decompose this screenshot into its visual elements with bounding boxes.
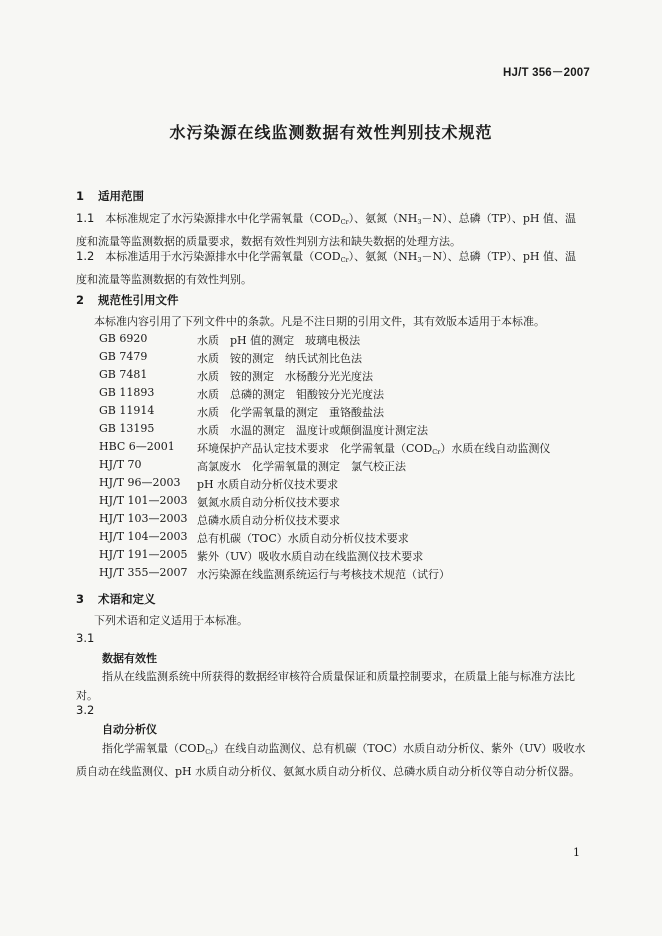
section-1-heading xyxy=(76,188,144,204)
reference-code: HJ/T 355—2007 xyxy=(99,566,188,579)
document-code: HJ/T 356－2007 xyxy=(503,67,590,79)
page-number: 1 xyxy=(573,846,580,859)
clause-text: 本标准适用于水污染源排水中化学需氧量（COD xyxy=(105,250,341,263)
reference-title: 高氯废水 化学需氧量的测定 氯气校正法 xyxy=(197,460,406,473)
reference-code: HJ/T 96—2003 xyxy=(99,476,181,489)
reference-title: pH 水质自动分析仪技术要求 xyxy=(197,478,339,491)
clause-number: 1.2 xyxy=(76,249,95,263)
reference-title: 氨氮水质自动分析仪技术要求 xyxy=(197,496,340,509)
terms-intro: 下列术语和定义适用于本标准。 xyxy=(94,614,248,627)
reference-title-part: 环境保护产品认定技术要求 化学需氧量（COD xyxy=(197,442,433,455)
subscript: Cr xyxy=(340,256,349,264)
subscript: Cr xyxy=(340,218,349,226)
reference-title: 水质 总磷的测定 钼酸铵分光光度法 xyxy=(197,388,384,401)
reference-code: HJ/T 104—2003 xyxy=(99,530,188,543)
section-number: 2 xyxy=(76,293,85,307)
section-number: 3 xyxy=(76,592,85,606)
reference-code: HJ/T 191—2005 xyxy=(99,548,188,561)
reference-code: HJ/T 103—2003 xyxy=(99,512,188,525)
reference-title: 水质 水温的测定 温度计或颠倒温度计测定法 xyxy=(197,424,428,437)
section-heading-text: 术语和定义 xyxy=(98,592,156,606)
clause-1-2 xyxy=(76,247,586,289)
document-title: 水污染源在线监测数据有效性判别技术规范 xyxy=(169,123,493,142)
reference-code: GB 11893 xyxy=(99,386,155,399)
subscript: 3 xyxy=(417,218,422,226)
clause-number: 3.2 xyxy=(76,703,95,717)
reference-title: 总磷水质自动分析仪技术要求 xyxy=(197,514,340,527)
section-heading-text: 适用范围 xyxy=(98,189,144,203)
reference-title: 水质 铵的测定 纳氏试剂比色法 xyxy=(197,352,362,365)
reference-code: HBC 6—2001 xyxy=(99,440,175,453)
definition-text: 指化学需氧量（COD xyxy=(102,742,206,755)
clause-1-1 xyxy=(76,209,586,251)
section-2-heading xyxy=(76,292,179,308)
reference-code: HJ/T 70 xyxy=(99,458,142,471)
reference-title: 水质 化学需氧量的测定 重铬酸盐法 xyxy=(197,406,384,419)
reference-title: 水污染源在线监测系统运行与考核技术规范（试行） xyxy=(197,568,450,581)
reference-code: HJ/T 101—2003 xyxy=(99,494,188,507)
clause-text: 本标准规定了水污染源排水中化学需氧量（COD xyxy=(105,212,341,225)
term-definition: 指从在线监测系统中所获得的数据经审核符合质量保证和质量控制要求，在质量上能与标准方法比对。 xyxy=(76,670,575,702)
reference-title: 水质 pH 值的测定 玻璃电极法 xyxy=(197,334,361,347)
subscript: Cr xyxy=(205,748,214,756)
clause-text: ）、氨氮（NH xyxy=(348,250,418,263)
term-definition xyxy=(76,739,586,781)
definition-text: ）在线自动监测仪、总有机碳（TOC）水质自动分析仪、紫外（UV）吸收水质自动在线监测仪、pH 水质自动分析仪、氨氮水质自动分析仪、总磷水质自动分析仪等自动分析仪器。 xyxy=(76,742,586,778)
reference-code: GB 7481 xyxy=(99,368,148,381)
clause-text: －N）、总磷（TP）、pH 值、温度和流量等监测数据的有效性判别。 xyxy=(76,250,577,286)
subscript: Cr xyxy=(432,448,441,456)
clause-text: ）、氨氮（NH xyxy=(348,212,418,225)
references-intro: 本标准内容引用了下列文件中的条款。凡是不注日期的引用文件，其有效版本适用于本标准。 xyxy=(94,315,545,328)
reference-code: GB 7479 xyxy=(99,350,148,363)
reference-title: 总有机碳（TOC）水质自动分析仪技术要求 xyxy=(197,532,409,545)
reference-title: 紫外（UV）吸收水质自动在线监测仪技术要求 xyxy=(197,550,424,563)
term-name: 自动分析仪 xyxy=(102,723,157,736)
clause-text: －N）、总磷（TP）、pH 值、温度和流量等监测数据的质量要求，数据有效性判别方法和缺失数据的处理方法。 xyxy=(76,212,577,248)
clause-number: 3.1 xyxy=(76,631,95,645)
reference-code: GB 11914 xyxy=(99,404,155,417)
subscript: 3 xyxy=(417,256,422,264)
reference-title: 水质 铵的测定 水杨酸分光光度法 xyxy=(197,370,373,383)
reference-title-part: ）水质在线自动监测仪 xyxy=(440,442,551,455)
section-heading-text: 规范性引用文件 xyxy=(98,293,179,307)
section-3-heading xyxy=(76,591,156,607)
reference-title xyxy=(197,440,550,456)
reference-code: GB 13195 xyxy=(99,422,155,435)
reference-code: GB 6920 xyxy=(99,332,148,345)
clause-number: 1.1 xyxy=(76,211,95,225)
term-name: 数据有效性 xyxy=(102,652,157,665)
section-number: 1 xyxy=(76,189,85,203)
